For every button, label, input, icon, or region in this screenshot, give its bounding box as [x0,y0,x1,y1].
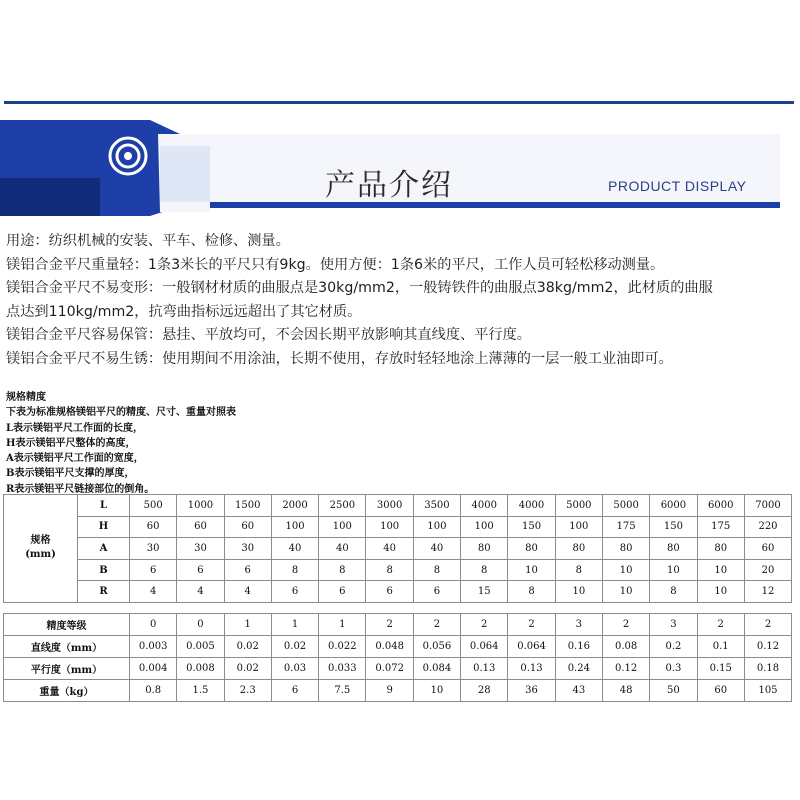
table-cell: 0.064 [508,635,555,657]
table-cell: 5000 [555,495,602,517]
table-cell: 50 [650,679,697,701]
table-cell: 1 [224,613,271,635]
dimension-key: A [78,538,130,560]
spec-label: 规格 [30,535,51,547]
table-cell: 0.08 [602,635,649,657]
row-label: 精度等级 [4,613,130,635]
table-cell: 0.072 [366,657,413,679]
row-label: 平行度（mm） [4,657,130,679]
table-cell: 105 [744,679,791,701]
top-divider [4,101,794,104]
table-cell: 80 [602,538,649,560]
table-cell: 0.1 [697,635,744,657]
desc-line: 镁铝合金平尺不易变形：一般钢材材质的曲服点是30kg/mm2，一般铸铁件的曲服点38kg/mm2，此材质的曲服 [6,280,713,296]
table-cell: 0.003 [130,635,177,657]
table-cell: 30 [130,538,177,560]
table-cell: 3500 [413,495,460,517]
table-cell: 0.064 [461,635,508,657]
table-cell: 1 [319,613,366,635]
table-cell: 4000 [508,495,555,517]
table-cell: 3 [650,613,697,635]
notes-line: L表示镁铝平尺工作面的长度， [6,422,144,434]
table-cell: 6 [224,559,271,581]
table-row [4,559,792,581]
notes-heading: 规格精度 [6,392,46,403]
table-cell: 500 [130,495,177,517]
table-cell: 150 [650,516,697,538]
table-cell: 2 [602,613,649,635]
table-cell: 30 [224,538,271,560]
table-cell: 80 [697,538,744,560]
desc-line: 用途：纺织机械的安装、平车、检修、测量。 [6,233,290,249]
table-cell: 100 [555,516,602,538]
table-cell: 10 [697,581,744,603]
table-cell: 0.008 [177,657,224,679]
table-cell: 100 [461,516,508,538]
table-cell: 2 [461,613,508,635]
table-cell: 0.13 [461,657,508,679]
table-cell: 1.5 [177,679,224,701]
table-cell: 80 [650,538,697,560]
spec-header-cell [4,495,78,603]
table-cell: 2 [413,613,460,635]
table-spacer [4,602,792,613]
table-cell: 80 [508,538,555,560]
table-cell: 60 [130,516,177,538]
table-cell: 4 [130,581,177,603]
table-cell: 2 [697,613,744,635]
table-row [4,581,792,603]
table-cell: 8 [555,559,602,581]
table-cell: 0.048 [366,635,413,657]
table-cell: 100 [319,516,366,538]
table-cell: 8 [366,559,413,581]
table-cell: 6 [177,559,224,581]
table-row [4,516,792,538]
notes-line: H表示镁铝平尺整体的高度， [6,437,136,449]
table-cell: 100 [271,516,318,538]
table-cell: 10 [413,679,460,701]
banner-subtitle: PRODUCT DISPLAY [608,178,747,194]
table-cell: 6 [271,679,318,701]
table-cell: 0.033 [319,657,366,679]
table-cell: 0.16 [555,635,602,657]
table-cell: 1500 [224,495,271,517]
table-cell: 100 [366,516,413,538]
notes-line: B表示镁铝平尺支撑的厚度， [6,468,135,480]
table-cell: 4 [224,581,271,603]
table-cell: 175 [602,516,649,538]
table-cell: 6 [413,581,460,603]
table-cell: 6 [271,581,318,603]
table-cell: 0 [177,613,224,635]
table-cell: 0.056 [413,635,460,657]
table-cell: 100 [413,516,460,538]
table-cell: 175 [697,516,744,538]
table-cell: 8 [650,581,697,603]
table-cell: 40 [319,538,366,560]
spec-unit: (mm) [25,549,56,561]
table-cell: 220 [744,516,791,538]
table-cell: 43 [555,679,602,701]
table-cell: 36 [508,679,555,701]
desc-line: 点达到110kg/mm2，抗弯曲指标远远超出了其它材质。 [6,303,362,320]
table-cell: 0.12 [602,657,649,679]
table-cell: 0.084 [413,657,460,679]
table-cell: 0.004 [130,657,177,679]
table-cell: 0.022 [319,635,366,657]
table-cell: 7000 [744,495,791,517]
table-row [4,613,792,635]
dimension-key: H [78,516,130,538]
table-row [4,538,792,560]
table-cell: 10 [602,581,649,603]
dimension-key: R [78,581,130,603]
table-cell: 2 [366,613,413,635]
dimension-key: B [78,559,130,581]
table-cell: 0.15 [697,657,744,679]
table-cell: 2 [508,613,555,635]
table-cell: 5000 [602,495,649,517]
table-cell: 48 [602,679,649,701]
table-cell: 0.2 [650,635,697,657]
table-cell: 40 [271,538,318,560]
table-cell: 0.02 [271,635,318,657]
table-cell: 10 [602,559,649,581]
table-cell: 4000 [461,495,508,517]
table-cell: 6000 [650,495,697,517]
table-cell: 2000 [271,495,318,517]
table-cell: 15 [461,581,508,603]
table-cell: 60 [224,516,271,538]
table-cell: 8 [319,559,366,581]
table-cell: 6000 [697,495,744,517]
table-cell: 8 [461,559,508,581]
table-cell: 10 [508,559,555,581]
table-cell: 0 [130,613,177,635]
table-row [4,679,792,701]
table-cell: 10 [555,581,602,603]
notes-line: A表示镁铝平尺工作面的宽度， [6,453,144,465]
spec-notes [6,390,406,497]
table-cell: 6 [319,581,366,603]
table-cell: 9 [366,679,413,701]
target-icon [110,138,146,174]
table-cell: 8 [413,559,460,581]
table-cell: 8 [271,559,318,581]
table-cell: 0.12 [744,635,791,657]
table-row [4,495,792,517]
row-label: 重量（kg） [4,679,130,701]
table-cell: 2 [744,613,791,635]
table-row [4,635,792,657]
notes-line: 下表为标准规格镁铝平尺的精度、尺寸、重量对照表 [6,407,236,419]
table-cell: 12 [744,581,791,603]
table-cell: 0.02 [224,635,271,657]
table-cell: 0.03 [271,657,318,679]
table-cell: 6 [130,559,177,581]
spec-table [3,494,792,702]
product-description [6,230,796,371]
table-cell: 0.8 [130,679,177,701]
row-label: 直线度（mm） [4,635,130,657]
table-cell: 0.24 [555,657,602,679]
table-cell: 0.02 [224,657,271,679]
table-cell: 10 [697,559,744,581]
table-cell: 0.3 [650,657,697,679]
table-cell: 60 [177,516,224,538]
table-cell: 8 [508,581,555,603]
table-cell: 2.3 [224,679,271,701]
table-cell: 150 [508,516,555,538]
table-cell: 80 [555,538,602,560]
table-cell: 7.5 [319,679,366,701]
table-cell: 3 [555,613,602,635]
table-cell: 1 [271,613,318,635]
table-cell: 60 [744,538,791,560]
table-cell: 60 [697,679,744,701]
table-row [4,657,792,679]
table-cell: 40 [413,538,460,560]
notes-line: R表示镁铝平尺链接部位的倒角。 [6,483,155,495]
desc-line: 镁铝合金平尺容易保管：悬挂、平放均可，不会因长期平放影响其直线度、平行度。 [6,327,531,343]
dimension-key: L [78,495,130,517]
table-cell: 4 [177,581,224,603]
table-cell: 20 [744,559,791,581]
desc-line: 镁铝合金平尺不易生锈：使用期间不用涂油，长期不使用，存放时轻轻地涂上薄薄的一层一般工业油即可。 [6,350,673,367]
table-cell: 40 [366,538,413,560]
table-cell: 80 [461,538,508,560]
spacer-cell [4,602,792,613]
table-cell: 28 [461,679,508,701]
table-cell: 2500 [319,495,366,517]
banner-title: 产品介绍 [325,168,453,203]
table-cell: 0.13 [508,657,555,679]
table-cell: 0.18 [744,657,791,679]
table-cell: 10 [650,559,697,581]
table-cell: 3000 [366,495,413,517]
desc-line: 镁铝合金平尺重量轻：1条3米长的平尺只有9kg。使用方便：1条6米的平尺，工作人员可轻松移动测量。 [6,256,665,273]
table-cell: 0.005 [177,635,224,657]
table-cell: 6 [366,581,413,603]
table-cell: 30 [177,538,224,560]
table-cell: 1000 [177,495,224,517]
